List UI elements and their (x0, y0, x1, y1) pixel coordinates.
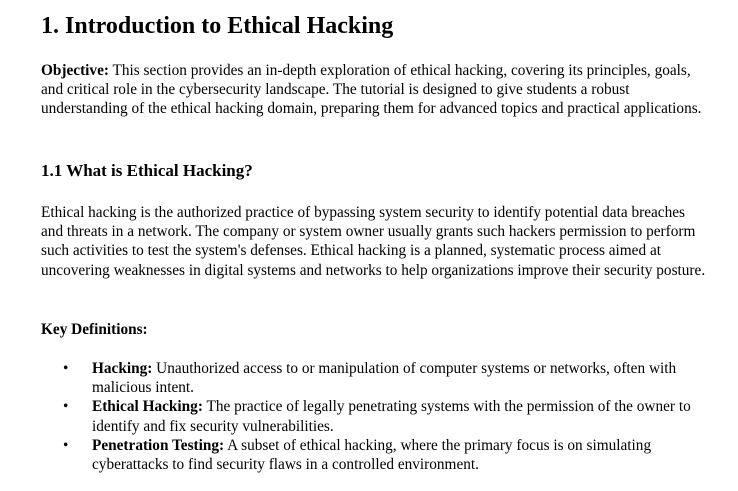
definitions-list (41, 359, 706, 474)
ethical-hacking-paragraph: Ethical hacking is the authorized practice of bypassing system security to identify potential data breaches and threats in a network. The company or system owner usually grants such hackers permission to perform such activities to test the system's defenses. Ethical hacking is a planned, systematic process aimed at uncovering weaknesses in digital systems and networks to help organizations improve their security posture. (41, 204, 706, 279)
list-item (41, 397, 706, 435)
definition-term: Hacking: (92, 360, 153, 377)
definition-text: The practice of legally penetrating systems with the permission of the owner to identify and fix security vulnerabilities. (92, 398, 691, 435)
definition-text: A subset of ethical hacking, where the primary focus is on simulating cyberattacks to find security flaws in a controlled environment. (92, 436, 652, 474)
list-item (41, 436, 706, 474)
key-definitions-heading: Key Definitions: (41, 321, 148, 338)
definition-term: Penetration Testing: (92, 436, 225, 454)
page-title: 1. Introduction to Ethical Hacking (41, 13, 394, 39)
bullet-icon: • (63, 398, 69, 416)
bullet-icon: • (63, 436, 69, 454)
objective-text: This section provides an in-depth exploration of ethical hacking, covering its principles, goals, and critical role in the cybersecurity landscape. The tutorial is designed to give students a robust understanding of the ethical hacking domain, preparing them for advanced topics and practical applications. (41, 62, 702, 118)
definition-text: Unauthorized access to or manipulation of computer systems or networks, often with malicious intent. (92, 360, 677, 397)
section-heading-what-is-ethical-hacking: 1.1 What is Ethical Hacking? (41, 161, 253, 180)
list-item (41, 359, 706, 397)
bullet-icon: • (63, 360, 69, 377)
definition-term: Ethical Hacking: (92, 398, 203, 416)
objective-label: Objective: (41, 62, 109, 79)
objective-paragraph (41, 61, 706, 119)
